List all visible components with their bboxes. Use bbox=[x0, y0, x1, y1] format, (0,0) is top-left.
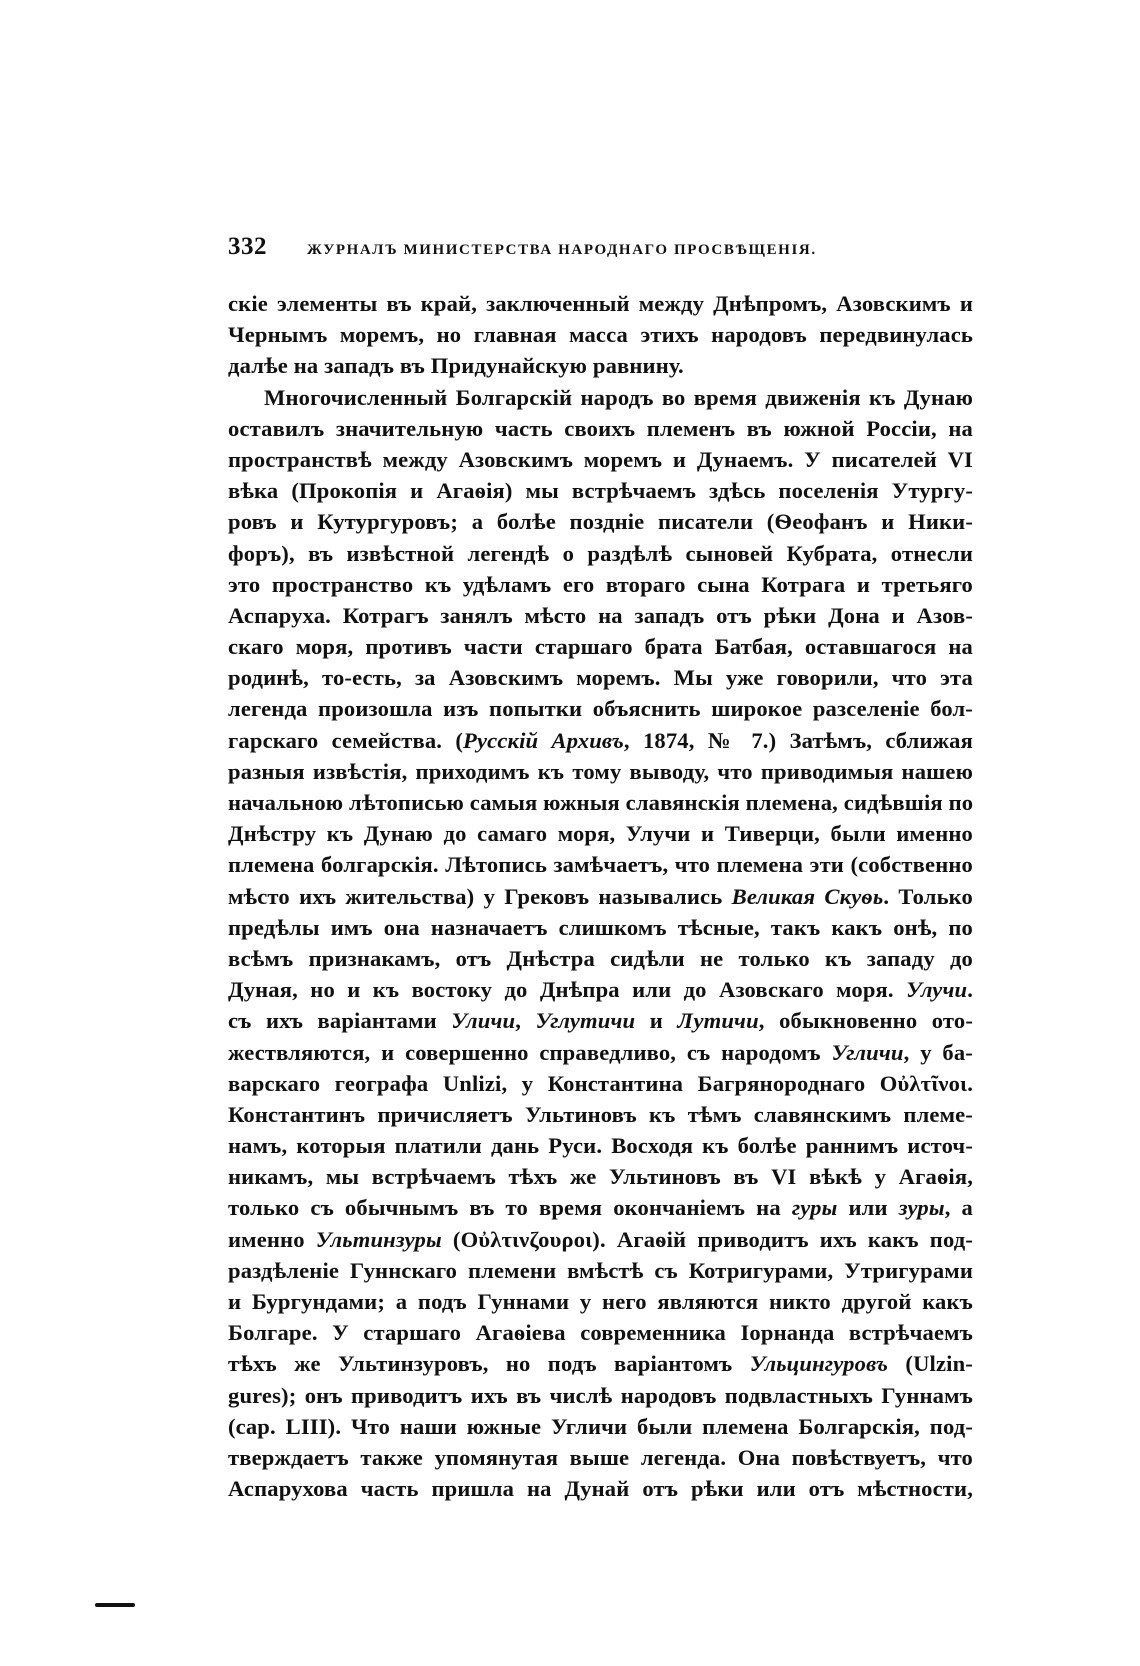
italic-text: зуры bbox=[898, 1195, 945, 1221]
text-line bbox=[228, 288, 973, 319]
page-header bbox=[228, 233, 973, 263]
text-segment: ровъ и Кутургуровъ; а болѣе поздніе писатели (Ѳеофанъ и Ники- bbox=[228, 509, 973, 535]
text-line bbox=[228, 382, 973, 413]
text-segment: и Бургундами; а подъ Гуннами у него являются никто другой какъ bbox=[228, 1289, 973, 1314]
italic-text: Русскій Архивъ bbox=[463, 727, 624, 753]
text-line bbox=[228, 569, 973, 600]
text-segment: Аспарухова часть пришла на Дунай отъ рѣки или отъ мѣстности, bbox=[228, 1476, 973, 1502]
text-line bbox=[228, 974, 973, 1005]
text-segment: Многочисленный Болгарскій народъ во время движенія къ Дунаю bbox=[264, 384, 973, 410]
text-segment: гарскаго семейства. ( bbox=[228, 727, 464, 753]
text-segment: мѣсто ихъ жительства) у Грековъ назывались bbox=[228, 883, 732, 909]
text-segment: съ ихъ варіантами bbox=[228, 1008, 452, 1034]
text-segment: Константинъ причисляетъ Ультиновъ къ тѣмъ славянскимъ племе- bbox=[228, 1101, 973, 1127]
text-line bbox=[228, 1037, 973, 1068]
text-line bbox=[228, 1348, 973, 1379]
italic-text: Улучи bbox=[906, 977, 968, 1003]
text-segment: племена болгарскія. Лѣтопись замѣчаетъ, что племена эти (собственно bbox=[228, 852, 973, 878]
text-line bbox=[228, 725, 973, 756]
text-line bbox=[228, 943, 973, 974]
text-segment: вѣка (Прокопія и Агаѳія) мы встрѣчаемъ здѣсь поселенія Утургу- bbox=[228, 478, 973, 504]
italic-text: Уличи bbox=[451, 1008, 516, 1034]
text-line bbox=[228, 1068, 973, 1099]
text-segment: легенда произошла изъ попытки объяснить широкое разселеніе бол- bbox=[228, 696, 973, 722]
italic-text: Ультинзуры bbox=[315, 1226, 442, 1252]
text-segment: , у ба- bbox=[903, 1039, 973, 1065]
text-segment: варскаго географа Unlizi, у Константина Багрянороднаго Οὐλτῖνοι. bbox=[228, 1070, 973, 1096]
text-segment: или bbox=[837, 1195, 899, 1221]
italic-text: Углутичи bbox=[535, 1008, 636, 1034]
text-segment: тѣхъ же Ультинзуровъ, но подъ варіантомъ bbox=[228, 1351, 750, 1377]
text-segment: раздѣленіе Гуннскаго племени вмѣстѣ съ Котригурами, Утригурами bbox=[228, 1257, 973, 1283]
text-segment: . bbox=[967, 977, 973, 1003]
text-line bbox=[228, 413, 973, 444]
text-line bbox=[228, 506, 973, 537]
text-segment: (cap. LIII). Что наши южные Угличи были племена Болгарскія, под- bbox=[228, 1413, 973, 1439]
text-line bbox=[228, 1005, 973, 1036]
text-segment: намъ, которыя платили дань Руси. Восходя къ болѣе раннимъ источ- bbox=[228, 1133, 973, 1159]
text-segment: пространствѣ между Азовскимъ моремъ и Дунаемъ. У писателей VI bbox=[228, 446, 973, 472]
text-line bbox=[228, 787, 973, 818]
text-segment: скаго моря, противъ части старшаго брата Батбая, оставшагося на bbox=[228, 634, 973, 660]
margin-mark bbox=[95, 1603, 135, 1607]
text-line bbox=[228, 600, 973, 631]
text-segment: скіе элементы въ край, заключенный между Днѣпромъ, Азовскимъ и bbox=[228, 291, 973, 316]
text-line bbox=[228, 1473, 973, 1504]
italic-text: Угличи bbox=[831, 1039, 904, 1065]
text-line bbox=[228, 1224, 973, 1255]
text-line bbox=[228, 631, 973, 662]
text-line bbox=[228, 662, 973, 693]
text-segment: только съ обычнымъ въ то время окончаніемъ на bbox=[228, 1195, 792, 1221]
text-segment: Днѣстру къ Дунаю до самаго моря, Улучи и Тиверци, были именно bbox=[228, 821, 973, 847]
text-line bbox=[228, 818, 973, 849]
text-line bbox=[228, 1286, 973, 1317]
text-segment: жествляются, и совершенно справедливо, съ народомъ bbox=[228, 1039, 832, 1065]
text-segment: начальною лѣтописью самыя южныя славянскія племена, сидѣвшія по bbox=[228, 790, 974, 815]
text-segment: и bbox=[635, 1008, 678, 1034]
text-segment: gures); онъ приводитъ ихъ въ числѣ народовъ подвластныхъ Гуннамъ bbox=[228, 1382, 973, 1408]
text-line bbox=[228, 444, 973, 475]
text-segment: далѣе на западъ въ Придунайскую равнину. bbox=[228, 353, 684, 379]
text-line bbox=[228, 475, 973, 506]
text-line bbox=[228, 912, 973, 943]
text-segment: . Только bbox=[883, 883, 973, 909]
body-text bbox=[228, 288, 973, 1504]
italic-text: Ульцингуровъ bbox=[749, 1351, 889, 1377]
text-line bbox=[228, 350, 973, 381]
text-segment: (Ulzin- bbox=[888, 1351, 973, 1377]
text-segment: (Οὐλτινζουροι). Агаѳій приводитъ ихъ какъ под- bbox=[441, 1226, 973, 1252]
text-segment: , а bbox=[944, 1195, 973, 1221]
text-segment: , обыкновенно ото- bbox=[758, 1008, 973, 1034]
text-line bbox=[228, 881, 973, 912]
text-line bbox=[228, 1099, 973, 1130]
text-segment: форъ), въ извѣстной легендѣ о раздѣлѣ сыновей Кубрата, отнесли bbox=[228, 540, 973, 566]
text-segment: именно bbox=[228, 1226, 316, 1252]
page-number: 332 bbox=[228, 233, 267, 260]
text-segment: предѣлы имъ она назначаетъ слишкомъ тѣсные, такъ какъ онѣ, по bbox=[228, 914, 973, 940]
text-segment: Болгаре. У старшаго Агаѳіева современника Іорнанда встрѣчаемъ bbox=[228, 1320, 973, 1346]
text-line bbox=[228, 693, 973, 724]
text-segment: Дуная, но и къ востоку до Днѣпра или до Азовскаго моря. bbox=[228, 977, 907, 1003]
text-segment: оставилъ значительную часть своихъ племенъ въ южной Россіи, на bbox=[228, 415, 973, 441]
text-segment: , 1874, № 7.) Затѣмъ, сближая bbox=[623, 727, 974, 753]
text-line bbox=[228, 1411, 973, 1442]
text-line bbox=[228, 1380, 973, 1411]
text-line bbox=[228, 1255, 973, 1286]
text-segment: родинѣ, то-есть, за Азовскимъ моремъ. Мы уже говорили, что эта bbox=[228, 665, 973, 691]
italic-text: Лутичи bbox=[677, 1008, 759, 1034]
text-segment: разныя извѣстія, приходимъ къ тому выводу, что приводимыя нашею bbox=[228, 758, 973, 784]
text-line bbox=[228, 849, 973, 880]
text-segment: Чернымъ моремъ, но главная масса этихъ народовъ передвинулась bbox=[228, 322, 973, 348]
text-segment: Аспаруха. Котрагъ занялъ мѣсто на западъ отъ рѣки Дона и Азов- bbox=[228, 602, 973, 628]
text-line bbox=[228, 756, 973, 787]
text-line bbox=[228, 1442, 973, 1473]
text-line bbox=[228, 1192, 973, 1223]
text-segment: тверждаетъ также упомянутая выше легенда. Она повѣствуетъ, что bbox=[228, 1444, 973, 1470]
text-segment: никамъ, мы встрѣчаемъ тѣхъ же Ультиновъ въ VI вѣкѣ у Агаѳія, bbox=[228, 1164, 973, 1190]
text-segment: , bbox=[515, 1008, 536, 1034]
text-segment: это пространство къ удѣламъ его втораго сына Котрага и третьяго bbox=[228, 571, 973, 597]
italic-text: Великая Скуѳь bbox=[731, 883, 884, 909]
text-segment: всѣмъ признакамъ, отъ Днѣстра сидѣли не только къ западу до bbox=[228, 945, 973, 971]
text-line bbox=[228, 538, 973, 569]
text-line bbox=[228, 1130, 973, 1161]
running-title: ЖУРНАЛЪ МИНИСТЕРСТВА НАРОДНАГО ПРОСВѢЩЕНІЯ. bbox=[307, 242, 817, 258]
text-line bbox=[228, 1317, 973, 1348]
italic-text: гуры bbox=[791, 1195, 838, 1221]
text-line bbox=[228, 1161, 973, 1192]
text-line bbox=[228, 319, 973, 350]
